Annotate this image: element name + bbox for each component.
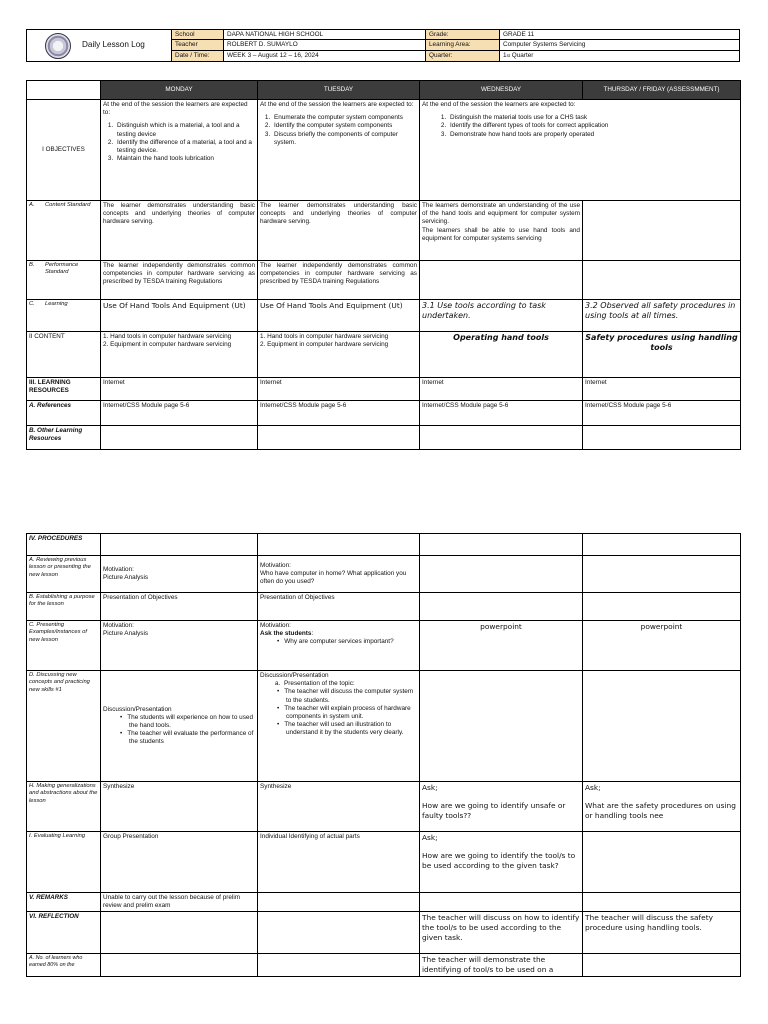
reviewing-tuesday xyxy=(258,556,420,593)
references-wednesday: Internet/CSS Module page 5-6 xyxy=(420,401,583,426)
day-header-thursday-friday: THURSDAY / FRIDAY (ASSESSMMENT) xyxy=(583,81,741,100)
learning-thursday: 3.2 Observed all safety procedures in using tools at all times. xyxy=(583,300,741,332)
list-item: 3. Maintain the hand tools lubrication xyxy=(115,155,255,163)
examples-tuesday-colon: : xyxy=(311,630,314,638)
learning-area-label: Learning Area: xyxy=(426,40,500,50)
list-item: • The teacher will discuss the computer system to the students. xyxy=(286,688,417,704)
objectives-tuesday-intro: At the end of the session the learners are expected to: xyxy=(260,101,414,108)
school-label: School xyxy=(172,30,224,40)
learners80-wednesday: The teacher will demonstrate the identifying of tool/s to be used on a xyxy=(420,954,583,977)
list-item: 2. Identify the different types of tools for correct application xyxy=(448,122,738,130)
performance-standard-letter: B. xyxy=(29,262,35,268)
learning-resources-wednesday: Internet xyxy=(420,378,583,401)
other-resources-thursday xyxy=(583,426,741,450)
objectives-wednesday-intro: At the end of the session the learners are expected to: xyxy=(422,101,576,108)
references-monday: Internet/CSS Module page 5-6 xyxy=(101,401,258,426)
discussing-monday-head: Discussion/Presentation xyxy=(103,705,172,713)
examples-tuesday-ask-line xyxy=(260,630,417,638)
examples-tuesday-ask: Ask the students xyxy=(260,630,312,638)
list-item: 2. Identify the difference of a material, a tool and a testing device. xyxy=(115,139,255,155)
content-standard-tuesday: The learner demonstrates understanding basic concepts and underlying theories of computer hardware serving. xyxy=(258,201,420,261)
list-item: 1. Distinguish which is a material, a tool and a testing device xyxy=(115,122,255,138)
examples-tuesday xyxy=(258,621,420,671)
date-value: WEEK 3 – August 12 – 16, 2024 xyxy=(224,51,426,61)
generalizations-thursday xyxy=(583,782,741,832)
teacher-label: Teacher xyxy=(172,40,224,50)
learners80-tuesday xyxy=(258,954,420,977)
discussing-tuesday-list xyxy=(260,688,417,737)
procedures-label: IV. PROCEDURES xyxy=(27,534,101,556)
discussing-monday xyxy=(101,671,258,782)
list-item: • Why are computer services important? xyxy=(286,638,417,646)
reviewing-tuesday-line: Who have computer in home? What application you often do you used? xyxy=(260,569,407,586)
header-title-cell xyxy=(27,30,172,61)
content-thursday: Safety procedures using handling tools xyxy=(583,332,741,378)
discussing-tuesday-sublist xyxy=(260,680,417,688)
reviewing-monday-line: Picture Analysis xyxy=(103,574,149,581)
list-item: • The students will experience on how to used the hand tools. xyxy=(129,714,255,730)
evaluating-monday: Group Presentation xyxy=(101,832,258,893)
examples-wednesday: powerpoint xyxy=(420,621,583,671)
teacher-value: ROLBERT D. SUMAYLO xyxy=(224,40,426,50)
learners80-label: A. No. of learners who earned 80% on the xyxy=(27,954,101,977)
generalizations-label: H. Making generalizations and abstractions about the lesson xyxy=(27,782,101,832)
examples-tuesday-head: Motivation: xyxy=(260,622,291,629)
spacer xyxy=(741,954,768,977)
reviewing-tuesday-line: Motivation: xyxy=(260,561,291,569)
generalizations-wednesday xyxy=(420,782,583,832)
day-header-wednesday: WEDNESDAY xyxy=(420,81,583,100)
objectives-monday-intro: At the end of the session the learners are expected to: xyxy=(103,101,248,117)
header-info-grid xyxy=(172,30,739,61)
reflection-wednesday: The teacher will discuss on how to identify the tool/s to be used according to the given task. xyxy=(420,912,583,954)
procedures-thursday xyxy=(583,534,741,556)
list-item: 3. Demonstrate how hand tools are properly operated xyxy=(448,131,738,139)
list-item: • The teacher will evaluate the performance of the students xyxy=(129,730,255,746)
purpose-thursday xyxy=(583,593,741,621)
quarter-number: 1 xyxy=(503,51,507,59)
learning-resources-thursday: Internet xyxy=(583,378,741,401)
purpose-tuesday: Presentation of Objectives xyxy=(258,593,420,621)
lesson-table-part2 xyxy=(26,533,768,977)
content-wednesday: Operating hand tools xyxy=(420,332,583,378)
list-item: 1. Enumerate the computer system components xyxy=(272,114,417,122)
references-label: A. References xyxy=(27,401,101,426)
content-monday xyxy=(101,332,258,378)
examples-monday xyxy=(101,621,258,671)
objectives-tuesday xyxy=(258,100,420,201)
objectives-wednesday xyxy=(420,100,741,201)
content-monday-item: 2. Equipment in computer hardware servicing xyxy=(103,341,232,349)
discussing-label: D. Discussing new concepts and practicing new skills #1 xyxy=(27,671,101,782)
evaluating-label: I. Evaluating Learning xyxy=(27,832,101,893)
list-item: 2. Identify the computer system components xyxy=(272,122,417,130)
day-header-tuesday: TUESDAY xyxy=(258,81,420,100)
discussing-wednesday xyxy=(420,671,583,782)
examples-label: C. Presenting Examples/instances of new lesson xyxy=(27,621,101,671)
references-thursday: Internet/CSS Module page 5-6 xyxy=(583,401,741,426)
spacer xyxy=(741,534,768,556)
content-tuesday xyxy=(258,332,420,378)
spacer xyxy=(741,593,768,621)
learning-text: Learning xyxy=(45,301,68,307)
header-title: Daily Lesson Log xyxy=(82,40,145,50)
generalizations-thursday-question: What are the safety procedures on using or handling tools nee xyxy=(585,800,736,820)
list-item: 1. Distinguish the material tools use for a CHS task xyxy=(448,114,738,122)
discussing-tuesday xyxy=(258,671,420,782)
learning-resources-label: III. LEARNING RESOURCES xyxy=(27,378,101,401)
day-header-blank xyxy=(27,81,101,100)
evaluating-wednesday-question: How are we going to identify the tool/s to be used according to the given task? xyxy=(422,850,576,870)
content-standard-wednesday: The learners demonstrate an understanding of the use of the hand tools and equipment for computer system servicing. The learners shall be able to use hand tools and equipment for computer systems servicing xyxy=(420,201,583,261)
objectives-wednesday-list xyxy=(422,114,738,139)
generalizations-wednesday-ask: Ask; xyxy=(422,783,438,792)
reflection-label: VI. REFLECTION xyxy=(27,912,101,954)
evaluating-thursday xyxy=(583,832,741,893)
evaluating-tuesday: Individual Identifying of actual parts xyxy=(258,832,420,893)
deped-seal-icon xyxy=(45,33,71,59)
learning-letter: C. xyxy=(29,301,35,307)
examples-monday-line: Motivation: xyxy=(103,622,134,629)
remarks-label: V. REMARKS xyxy=(27,893,101,912)
other-resources-wednesday xyxy=(420,426,583,450)
performance-standard-wednesday xyxy=(420,261,583,300)
purpose-wednesday xyxy=(420,593,583,621)
grade-label: Grade: xyxy=(426,30,500,40)
learning-resources-tuesday: Internet xyxy=(258,378,420,401)
learning-wednesday: 3.1 Use tools according to task undertaken. xyxy=(420,300,583,332)
learning-monday: Use Of Hand Tools And Equipment (Ut) xyxy=(101,300,258,332)
performance-standard-tuesday: The learner independently demonstrates common competencies in computer hardware servicing as prescribed by TESDA training Regulations xyxy=(258,261,420,300)
reflection-monday xyxy=(101,912,258,954)
discussing-monday-list xyxy=(103,714,255,747)
date-label: Date / Time: xyxy=(172,51,224,61)
procedures-tuesday xyxy=(258,534,420,556)
list-item: • The teacher will used an illustration to understand it by the students very clearly. xyxy=(286,721,417,737)
spacer xyxy=(741,621,768,671)
list-item: 3. Discuss briefly the components of computer system. xyxy=(272,131,417,147)
generalizations-tuesday: Synthesize xyxy=(258,782,420,832)
generalizations-thursday-ask: Ask; xyxy=(585,783,601,792)
content-monday-item: 1. Hand tools in computer hardware servicing xyxy=(103,333,232,340)
other-resources-monday xyxy=(101,426,258,450)
spacer xyxy=(741,556,768,593)
purpose-monday: Presentation of Objectives xyxy=(101,593,258,621)
content-label: II CONTENT xyxy=(27,332,101,378)
quarter-word: Quarter xyxy=(509,51,534,59)
list-item: • The teacher will explain process of hardware components in system unit. xyxy=(286,705,417,721)
procedures-wednesday xyxy=(420,534,583,556)
procedures-monday xyxy=(101,534,258,556)
learning-area-value: Computer Systems Servicing xyxy=(500,40,739,50)
quarter-value xyxy=(500,51,739,61)
examples-thursday: powerpoint xyxy=(583,621,741,671)
objectives-label: I OBJECTIVES xyxy=(27,100,101,201)
performance-standard-thursday xyxy=(583,261,741,300)
generalizations-wednesday-question: How are we going to identify unsafe or faulty tools?? xyxy=(422,800,566,820)
spacer xyxy=(741,832,768,893)
reviewing-label: A. Reviewing previous lesson or presenting the new lesson xyxy=(27,556,101,593)
content-tuesday-item: 2. Equipment in computer hardware servicing xyxy=(260,341,389,349)
content-tuesday-item: 1. Hand tools in computer hardware servicing xyxy=(260,333,389,340)
list-item: a. Presentation of the topic: xyxy=(282,680,417,688)
other-resources-tuesday xyxy=(258,426,420,450)
reflection-thursday: The teacher will discuss the safety procedure using handling tools. xyxy=(583,912,741,954)
learning-tuesday: Use Of Hand Tools And Equipment (Ut) xyxy=(258,300,420,332)
lesson-table-part1 xyxy=(26,80,741,450)
reviewing-monday-line: Motivation: xyxy=(103,565,134,573)
objectives-monday xyxy=(101,100,258,201)
other-resources-label: B. Other Learning Resources xyxy=(27,426,101,450)
objectives-monday-list xyxy=(103,122,255,163)
references-tuesday: Internet/CSS Module page 5-6 xyxy=(258,401,420,426)
content-standard-label xyxy=(27,201,101,261)
spacer xyxy=(741,782,768,832)
quarter-label: Quarter: xyxy=(426,51,500,61)
learning-label xyxy=(27,300,101,332)
evaluating-wednesday xyxy=(420,832,583,893)
reviewing-wednesday xyxy=(420,556,583,593)
school-value: DAPA NATIONAL HIGH SCHOOL xyxy=(224,30,426,40)
remarks-tuesday xyxy=(258,893,420,912)
remarks-thursday xyxy=(583,893,741,912)
dll-header xyxy=(26,29,740,62)
reviewing-thursday xyxy=(583,556,741,593)
remarks-wednesday xyxy=(420,893,583,912)
reflection-tuesday xyxy=(258,912,420,954)
purpose-label: B. Establishing a purpose for the lesson xyxy=(27,593,101,621)
grade-value: GRADE 11 xyxy=(500,30,739,40)
spacer xyxy=(741,912,768,954)
quarter-suffix: st xyxy=(506,53,510,58)
spacer xyxy=(741,671,768,782)
discussing-tuesday-head: Discussion/Presentation xyxy=(260,672,329,679)
day-header-monday: MONDAY xyxy=(101,81,258,100)
reviewing-monday xyxy=(101,556,258,593)
learners80-monday xyxy=(101,954,258,977)
content-standard-text: Content Standard xyxy=(45,202,91,208)
learning-resources-monday: Internet xyxy=(101,378,258,401)
objectives-tuesday-list xyxy=(260,114,417,147)
performance-standard-label xyxy=(27,261,101,300)
spacer xyxy=(741,893,768,912)
evaluating-wednesday-ask: Ask; xyxy=(422,833,438,842)
generalizations-monday: Synthesize xyxy=(101,782,258,832)
learners80-thursday xyxy=(583,954,741,977)
content-standard-monday: The learner demonstrates understanding basic concepts and underlying theories of computer hardware serving. xyxy=(101,201,258,261)
discussing-thursday xyxy=(583,671,741,782)
performance-standard-text: Performance Standard xyxy=(45,262,79,276)
performance-standard-monday: The learner independently demonstrates common competencies in computer hardware servicing as prescribed by TESDA training Regulations xyxy=(101,261,258,300)
content-standard-letter: A. xyxy=(29,202,35,208)
examples-tuesday-list xyxy=(260,638,417,646)
content-standard-thursday xyxy=(583,201,741,261)
examples-monday-line: Picture Analysis xyxy=(103,630,149,638)
remarks-monday: Unable to carry out the lesson because of prelim review and prelim exam xyxy=(101,893,258,912)
